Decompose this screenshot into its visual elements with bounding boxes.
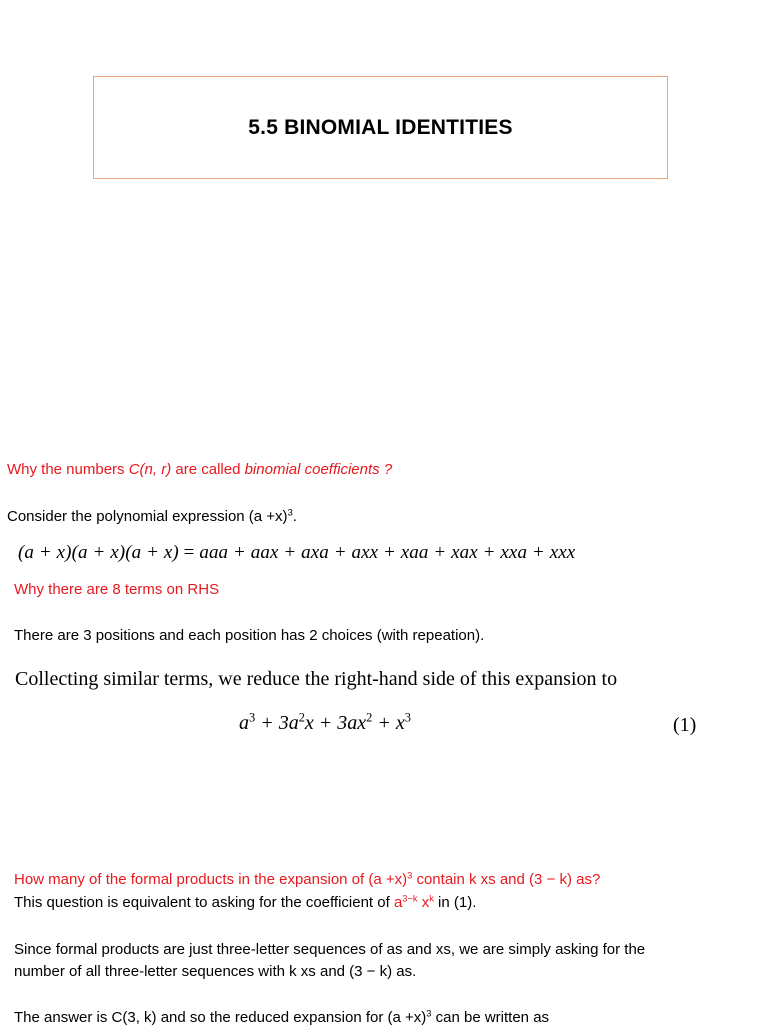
since-line-1: Since formal products are just three-letter sequences of as and xs, we are simply asking for the [14,941,646,958]
question-eight-terms: Why there are 8 terms on RHS [14,581,220,598]
expansion-rhs: aaa + aax + axa + axx + xaa + xax + xxa + xxx [199,542,576,563]
equiv-aexp: 3−k [402,893,418,904]
answer-line [14,1009,549,1026]
q1-prefix: Why the numbers [7,461,129,478]
expansion-lhs: (a + x)(a + x)(a + x) [18,542,179,563]
q3-text: How many of the formal products in the expansion of (a +x) [14,871,408,888]
equiv-a: a [393,894,403,911]
q1-binom: binomial coefficients ? [244,461,393,478]
q3-exp: 3 [407,870,413,881]
reduced-e3: 2 [366,710,373,725]
reduced-t2: + 3a [255,712,299,734]
expansion-equation [18,542,575,564]
question-binomial-coefficients [7,461,392,478]
answer-text: The answer is C(3, k) and so the reduced expansion for (a +x) [14,1009,427,1026]
q1-middle: are called [171,461,245,478]
reduced-t3: x + 3ax [304,712,367,734]
reduced-e4: 3 [404,710,411,725]
equiv-x: x [417,894,430,911]
consider-exp: 3 [287,507,293,518]
reduced-e1: 3 [249,710,256,725]
q1-cnr: C(n, r) [128,461,172,478]
page-title: 5.5 BINOMIAL IDENTITIES [248,115,513,139]
answer-exp: 3 [426,1008,432,1019]
reduced-t1: a [239,712,249,734]
consider-end: . [292,508,297,525]
expansion-eq: = [178,542,200,563]
reduced-equation [239,712,411,735]
consider-text: Consider the polynomial expression (a +x) [7,508,288,525]
title-box [93,76,668,179]
positions-text: There are 3 positions and each position has 2 choices (with repeation). [14,627,485,644]
since-line-2: number of all three-letter sequences with k xs and (3 − k) as. [14,963,417,980]
reduced-t4: + x [372,712,405,734]
equiv-xexp: k [429,893,434,904]
question-formal-products [14,871,600,888]
q3-rest: contain k xs and (3 − k) as? [412,871,601,888]
equivalent-line [14,894,476,911]
equation-number: (1) [673,714,697,736]
collecting-text: Collecting similar terms, we reduce the right-hand side of this expansion to [15,668,618,690]
reduced-e2: 2 [298,710,305,725]
answer-rest: can be written as [431,1009,550,1026]
equiv-suffix: in (1). [433,894,477,911]
equiv-prefix: This question is equivalent to asking for the coefficient of [14,894,394,911]
consider-line [7,508,297,525]
